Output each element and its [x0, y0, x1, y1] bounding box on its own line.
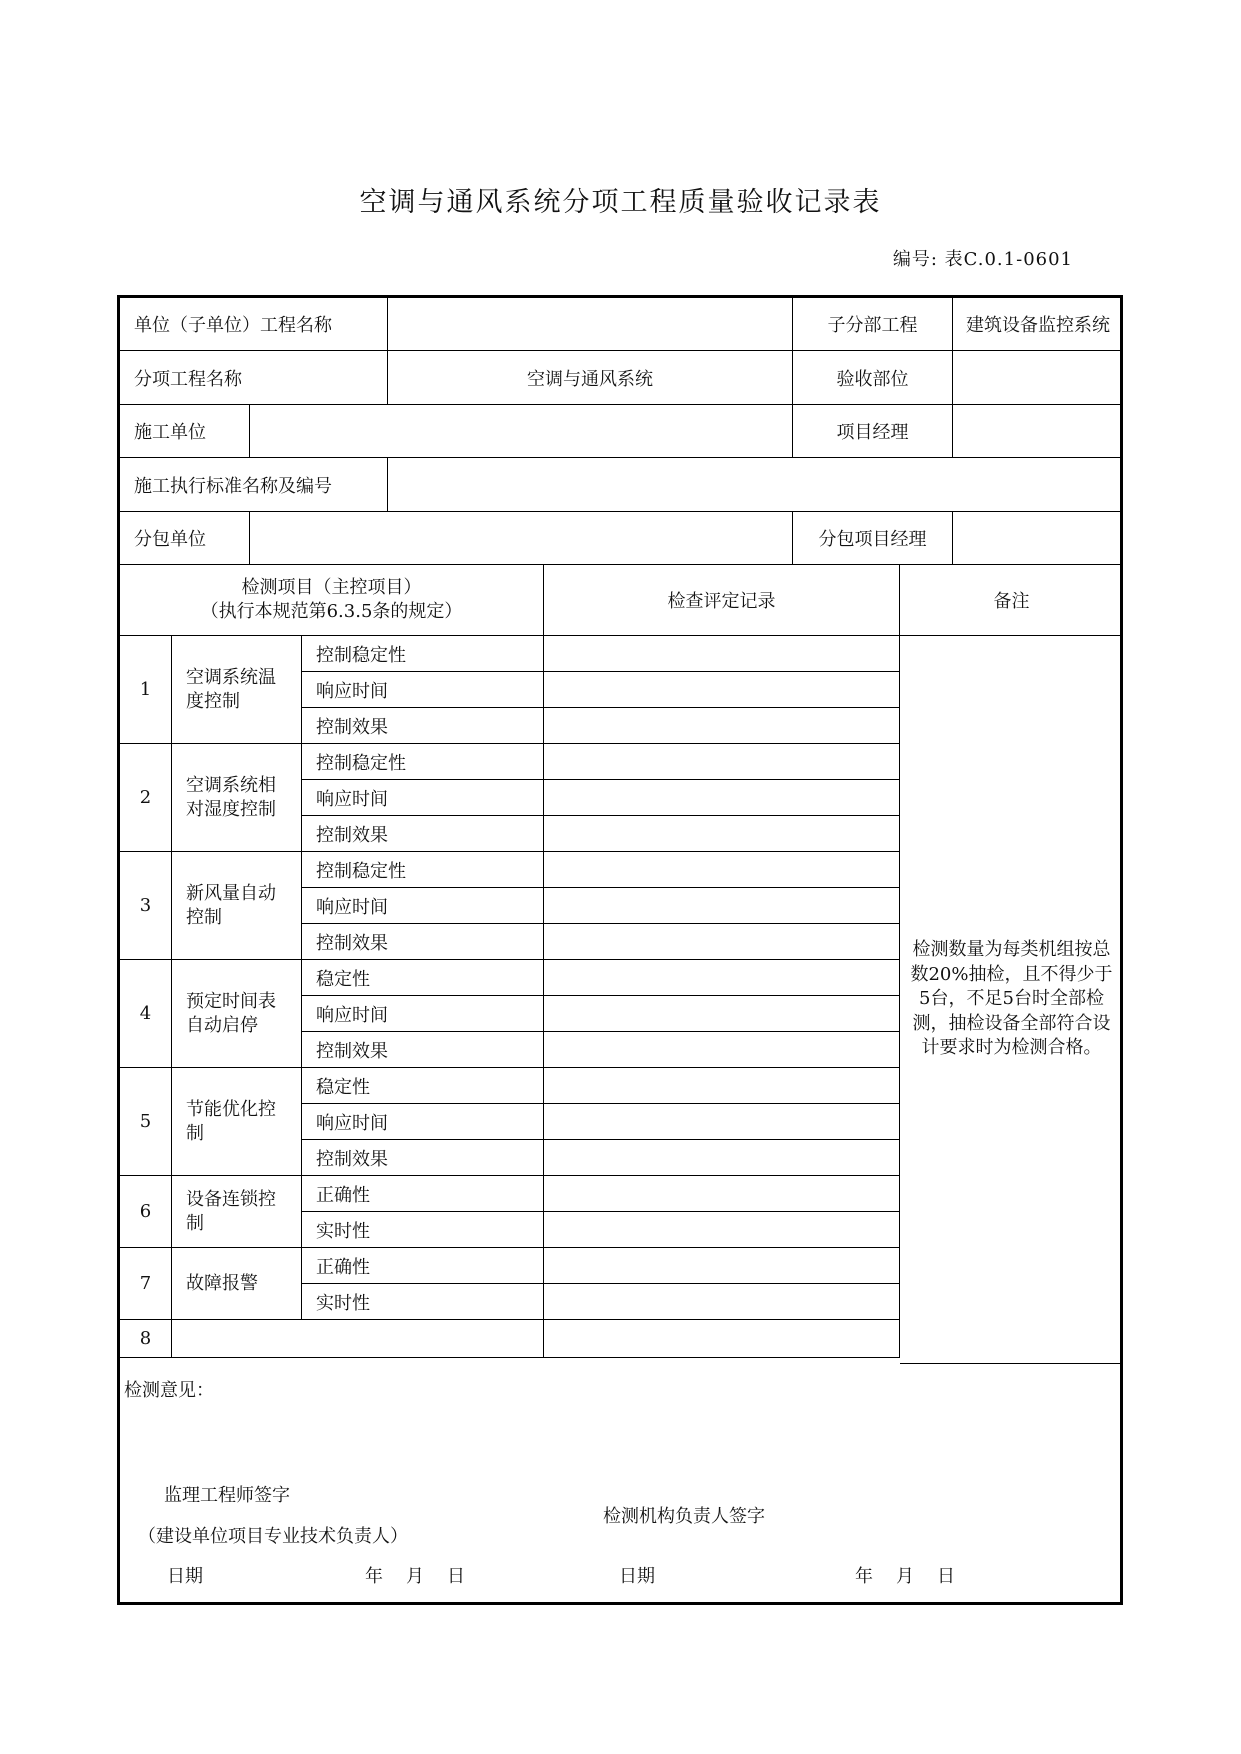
- check-point: 控制效果: [302, 816, 544, 852]
- check-point: 正确性: [302, 1248, 544, 1284]
- item-number: 3: [120, 852, 172, 960]
- record-cell[interactable]: [544, 744, 900, 780]
- sub-division-value[interactable]: 建筑设备监控系统: [953, 298, 1123, 351]
- record-cell[interactable]: [544, 996, 900, 1032]
- sub-division-label: 子分部工程: [793, 298, 953, 351]
- subcontract-unit-label: 分包单位: [120, 512, 250, 565]
- record-cell[interactable]: [544, 1248, 900, 1284]
- check-item-header-line1: 检测项目（主控项目）: [241, 577, 422, 598]
- unit-name-value[interactable]: [388, 298, 793, 351]
- construction-unit-label: 施工单位: [120, 405, 250, 458]
- date-month-left: 月: [406, 1566, 424, 1587]
- item-number: 7: [120, 1248, 172, 1320]
- date-year-left: 年: [365, 1566, 383, 1587]
- item-number: 8: [120, 1320, 172, 1358]
- check-point: 响应时间: [302, 888, 544, 924]
- check-point: 响应时间: [302, 780, 544, 816]
- remark-header: 备注: [900, 565, 1123, 636]
- record-cell[interactable]: [544, 1212, 900, 1248]
- item-name: 空调系统温度控制: [172, 636, 302, 744]
- check-point: 实时性: [302, 1212, 544, 1248]
- record-cell[interactable]: [544, 780, 900, 816]
- record-cell[interactable]: [544, 924, 900, 960]
- check-point: 正确性: [302, 1176, 544, 1212]
- record-cell[interactable]: [544, 1284, 900, 1320]
- record-cell[interactable]: [544, 672, 900, 708]
- agency-sign-label: 检测机构负责人签字: [603, 1506, 765, 1527]
- supervisor-sign-label: 监理工程师签字: [164, 1485, 290, 1506]
- check-point: 控制稳定性: [302, 636, 544, 672]
- acceptance-part-label: 验收部位: [793, 351, 953, 405]
- unit-name-label: 单位（子单位）工程名称: [120, 298, 388, 351]
- opinion-section: [120, 1364, 1123, 1605]
- record-cell[interactable]: [544, 1176, 900, 1212]
- standard-label: 施工执行标准名称及编号: [120, 458, 388, 512]
- check-point: 控制稳定性: [302, 744, 544, 780]
- opinion-label: 检测意见：: [124, 1380, 214, 1401]
- page-title: 空调与通风系统分项工程质量验收记录表: [359, 187, 882, 218]
- record-cell[interactable]: [544, 960, 900, 996]
- sub-item-value[interactable]: 空调与通风系统: [388, 351, 793, 405]
- record-cell[interactable]: [544, 708, 900, 744]
- item-name: 预定时间表自动启停: [172, 960, 302, 1068]
- subcontract-unit-value[interactable]: [250, 512, 793, 565]
- item-number: 4: [120, 960, 172, 1068]
- check-item-header: [120, 565, 544, 636]
- record-cell[interactable]: [544, 852, 900, 888]
- check-point: 响应时间: [302, 996, 544, 1032]
- remark-note: 检测数量为每类机组按总数20%抽检，且不得少于5台，不足5台时全部检测，抽检设备全部符合设计要求时为检测合格。: [900, 636, 1123, 1364]
- item-name: 空调系统相对湿度控制: [172, 744, 302, 852]
- check-point: 控制效果: [302, 1140, 544, 1176]
- item-name: 节能优化控制: [172, 1068, 302, 1176]
- item-number: 5: [120, 1068, 172, 1176]
- standard-value[interactable]: [388, 458, 1123, 512]
- check-point: 稳定性: [302, 960, 544, 996]
- check-point: 稳定性: [302, 1068, 544, 1104]
- record-cell[interactable]: [544, 1032, 900, 1068]
- item-number: 2: [120, 744, 172, 852]
- record-cell[interactable]: [544, 1320, 900, 1358]
- date-label-left: 日期: [167, 1566, 203, 1587]
- subcontract-manager-value[interactable]: [953, 512, 1123, 565]
- item-name: [172, 1320, 544, 1358]
- record-cell[interactable]: [544, 1104, 900, 1140]
- record-header: 检查评定记录: [544, 565, 900, 636]
- item-name: 故障报警: [172, 1248, 302, 1320]
- project-manager-label: 项目经理: [793, 405, 953, 458]
- date-day-left: 日: [447, 1566, 465, 1587]
- date-label-right: 日期: [619, 1566, 655, 1587]
- item-number: 1: [120, 636, 172, 744]
- subcontract-manager-label: 分包项目经理: [793, 512, 953, 565]
- acceptance-part-value[interactable]: [953, 351, 1123, 405]
- check-point: 控制效果: [302, 1032, 544, 1068]
- check-point: 响应时间: [302, 1104, 544, 1140]
- item-number: 6: [120, 1176, 172, 1248]
- record-cell[interactable]: [544, 1140, 900, 1176]
- project-manager-value[interactable]: [953, 405, 1123, 458]
- sub-item-label: 分项工程名称: [120, 351, 388, 405]
- supervisor-note: （建设单位项目专业技术负责人）: [138, 1526, 408, 1547]
- date-day-right: 日: [937, 1566, 955, 1587]
- record-cell[interactable]: [544, 816, 900, 852]
- check-point: 控制效果: [302, 708, 544, 744]
- date-year-right: 年: [855, 1566, 873, 1587]
- record-cell[interactable]: [544, 1068, 900, 1104]
- check-point: 响应时间: [302, 672, 544, 708]
- item-name: 新风量自动控制: [172, 852, 302, 960]
- check-item-header-line2: （执行本规范第6.3.5条的规定）: [200, 601, 463, 622]
- check-point: 实时性: [302, 1284, 544, 1320]
- record-cell[interactable]: [544, 888, 900, 924]
- check-point: 控制稳定性: [302, 852, 544, 888]
- construction-unit-value[interactable]: [250, 405, 793, 458]
- form-code: 编号: 表C.0.1-0601: [892, 249, 1073, 270]
- record-cell[interactable]: [544, 636, 900, 672]
- check-point: 控制效果: [302, 924, 544, 960]
- date-month-right: 月: [896, 1566, 914, 1587]
- form-table: [117, 295, 1123, 1605]
- item-name: 设备连锁控制: [172, 1176, 302, 1248]
